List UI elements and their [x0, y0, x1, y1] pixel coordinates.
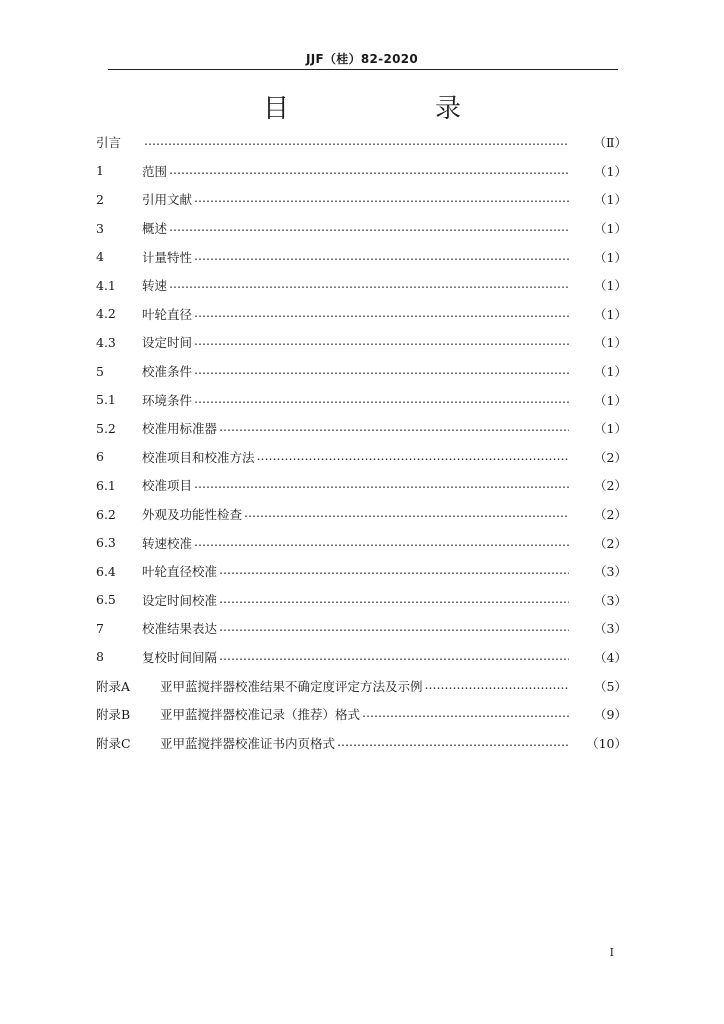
- toc-entry-page: （2）: [594, 507, 627, 523]
- toc-entry-number: 6.3: [96, 535, 116, 551]
- toc-entry-number: 4: [96, 249, 104, 265]
- dot-leader: [144, 137, 569, 149]
- toc-entry-16[interactable]: [96, 586, 627, 615]
- toc-entry-page: （3）: [594, 564, 627, 580]
- dot-leader: [169, 223, 569, 235]
- toc-entry-8[interactable]: [96, 357, 627, 386]
- toc-entry-page: （2）: [594, 449, 627, 465]
- dot-leader: [169, 280, 569, 292]
- toc-entry-number: 4.2: [96, 306, 116, 322]
- toc-entry-title: 亚甲蓝搅拌器校准结果不确定度评定方法及示例: [160, 678, 423, 694]
- toc-entry-page: （1）: [594, 249, 627, 265]
- dot-leader: [194, 366, 569, 378]
- toc-entry-12[interactable]: [96, 471, 627, 500]
- dot-leader: [257, 452, 569, 464]
- page-number: I: [609, 946, 614, 959]
- toc-entry-page: （4）: [594, 649, 627, 665]
- toc-entry-page: （2）: [594, 478, 627, 494]
- toc-entry-4[interactable]: [96, 242, 627, 271]
- dot-leader: [219, 652, 569, 664]
- toc-entry-page: （5）: [594, 678, 627, 694]
- toc-entry-title: 校准条件: [142, 364, 193, 380]
- toc-entry-title: 转速: [142, 278, 168, 294]
- dot-leader: [194, 194, 569, 206]
- toc-entry-title: 校准用标准器: [142, 421, 218, 437]
- toc-entry-number: 6.1: [96, 477, 116, 493]
- toc-entry-title: 范围: [142, 163, 168, 179]
- toc-entry-title: 转速校准: [142, 535, 193, 551]
- toc-entry-number: 5: [96, 363, 104, 379]
- toc-entry-17[interactable]: [96, 614, 627, 643]
- toc-entry-page: （1）: [594, 335, 627, 351]
- toc-entry-page: （1）: [594, 392, 627, 408]
- dot-leader: [194, 309, 569, 321]
- toc-entry-title: 引用文献: [142, 192, 193, 208]
- toc-entry-number: 1: [96, 163, 104, 179]
- toc-entry-title: 复校时间间隔: [142, 649, 218, 665]
- toc-entry-title: 校准项目: [142, 478, 193, 494]
- toc-entry-number: 6.4: [96, 563, 116, 579]
- dot-leader: [337, 738, 569, 750]
- toc-entry-number: 附录A: [96, 678, 131, 694]
- toc-entry-title: 环境条件: [142, 392, 193, 408]
- toc-entry-page: （1）: [594, 364, 627, 380]
- toc-entry-title: 亚甲蓝搅拌器校准证书内页格式: [160, 735, 336, 751]
- toc-entry-title: 计量特性: [142, 249, 193, 265]
- toc-entry-page: （2）: [594, 535, 627, 551]
- toc-entry-page: （3）: [594, 621, 627, 637]
- toc-entry-14[interactable]: [96, 528, 627, 557]
- table-of-contents: [96, 128, 627, 757]
- toc-entry-6[interactable]: [96, 300, 627, 329]
- toc-entry-page: （1）: [594, 192, 627, 208]
- dot-leader: [194, 337, 569, 349]
- toc-entry-number: 8: [96, 649, 104, 665]
- toc-entry-page: （1）: [594, 278, 627, 294]
- toc-entry-title: 叶轮直径: [142, 306, 193, 322]
- toc-entry-number: 4.3: [96, 334, 116, 350]
- dot-leader: [219, 423, 569, 435]
- toc-entry-number: 2: [96, 191, 104, 207]
- toc-title: 目 录: [262, 94, 521, 124]
- dot-leader: [219, 595, 569, 607]
- toc-entry-title: 设定时间: [142, 335, 193, 351]
- toc-entry-number: 3: [96, 220, 104, 236]
- toc-entry-7[interactable]: [96, 328, 627, 357]
- toc-entry-9[interactable]: [96, 385, 627, 414]
- toc-entry-title: 校准结果表达: [142, 621, 218, 637]
- toc-entry-13[interactable]: [96, 500, 627, 529]
- dot-leader: [194, 538, 569, 550]
- dot-leader: [362, 709, 569, 721]
- toc-entry-page: （9）: [594, 707, 627, 723]
- toc-entry-number: 7: [96, 620, 104, 636]
- toc-entry-18[interactable]: [96, 643, 627, 672]
- toc-entry-2[interactable]: [96, 185, 627, 214]
- toc-entry-appendix-c[interactable]: [96, 728, 627, 757]
- toc-entry-appendix-b[interactable]: [96, 700, 627, 729]
- toc-entry-page: （Ⅱ）: [593, 135, 627, 151]
- toc-entry-1[interactable]: [96, 157, 627, 186]
- toc-entry-appendix-a[interactable]: [96, 671, 627, 700]
- toc-entry-page: （1）: [594, 421, 627, 437]
- toc-entry-page: （1）: [594, 221, 627, 237]
- toc-entry-number: 附录C: [96, 735, 131, 751]
- toc-entry-title: 设定时间校准: [142, 592, 218, 608]
- toc-entry-title: 校准项目和校准方法: [142, 449, 255, 465]
- document-code-header: JJF（桂）82-2020: [305, 52, 419, 66]
- toc-entry-number: 4.1: [96, 277, 116, 293]
- toc-entry-number: 5.2: [96, 420, 116, 436]
- toc-entry-number: 6.5: [96, 592, 116, 608]
- dot-leader: [244, 509, 569, 521]
- dot-leader: [169, 166, 569, 178]
- toc-entry-title: 亚甲蓝搅拌器校准记录（推荐）格式: [160, 707, 361, 723]
- dot-leader: [194, 480, 569, 492]
- dot-leader: [425, 681, 569, 693]
- toc-entry-3[interactable]: [96, 214, 627, 243]
- toc-entry-page: （1）: [594, 306, 627, 322]
- toc-entry-number: 5.1: [96, 392, 116, 408]
- toc-entry-page: （10）: [586, 735, 627, 751]
- toc-entry-10[interactable]: [96, 414, 627, 443]
- toc-entry-11[interactable]: [96, 443, 627, 472]
- toc-entry-title: 概述: [142, 221, 168, 237]
- toc-entry-page: （3）: [594, 592, 627, 608]
- toc-entry-15[interactable]: [96, 557, 627, 586]
- dot-leader: [194, 395, 569, 407]
- toc-entry-title: 叶轮直径校准: [142, 564, 218, 580]
- toc-entry-number: 6: [96, 449, 104, 465]
- header-rule: [108, 69, 618, 70]
- toc-entry-title: 外观及功能性检查: [142, 507, 243, 523]
- toc-entry-5[interactable]: [96, 271, 627, 300]
- toc-entry-0[interactable]: [96, 128, 627, 157]
- toc-entry-number: 6.2: [96, 506, 116, 522]
- toc-entry-number: 附录B: [96, 707, 131, 723]
- toc-entry-number: 引言: [96, 135, 122, 151]
- dot-leader: [219, 566, 569, 578]
- dot-leader: [194, 252, 569, 264]
- toc-entry-page: （1）: [594, 163, 627, 179]
- dot-leader: [219, 623, 569, 635]
